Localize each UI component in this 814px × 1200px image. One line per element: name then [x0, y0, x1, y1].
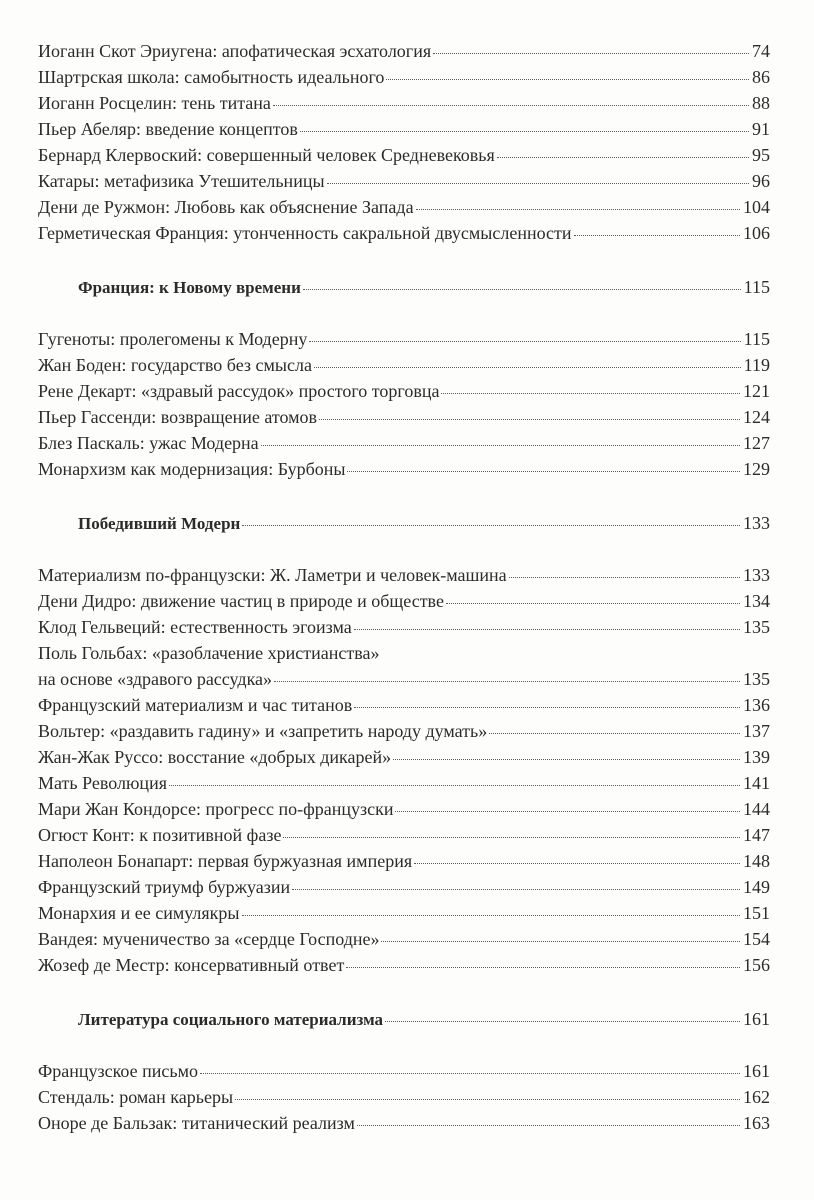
entry-title-continued: на основе «здравого рассудка» — [38, 669, 273, 689]
entry-page: 139 — [743, 747, 770, 767]
leader-dots — [574, 221, 740, 236]
section-heading — [38, 274, 770, 300]
entry-title: Монархия и ее симулякры — [38, 903, 240, 923]
section-title: Литература социального материализма — [78, 1010, 384, 1029]
entry-page: 156 — [743, 955, 770, 975]
leader-dots — [242, 901, 740, 916]
entry-title: Наполеон Бонапарт: первая буржуазная империя — [38, 851, 413, 871]
leader-dots — [441, 379, 740, 394]
entry-title: Блез Паскаль: ужас Модерна — [38, 433, 259, 453]
leader-dots — [489, 719, 740, 734]
toc-entry — [38, 326, 770, 352]
entry-page: 129 — [743, 459, 770, 479]
spacer — [38, 246, 770, 274]
section-heading — [38, 1006, 770, 1032]
leader-dots — [354, 693, 740, 708]
entry-page: 134 — [743, 591, 770, 611]
toc-entry — [38, 116, 770, 142]
toc-entry — [38, 666, 770, 692]
toc-entry — [38, 378, 770, 404]
leader-dots — [416, 195, 740, 210]
entry-title: Жан Боден: государство без смысла — [38, 355, 312, 375]
leader-dots — [300, 117, 749, 132]
entry-page: 127 — [743, 433, 770, 453]
entry-title: Монархизм как модернизация: Бурбоны — [38, 459, 346, 479]
toc-entry — [38, 456, 770, 482]
toc-entry — [38, 562, 770, 588]
toc-entry — [38, 588, 770, 614]
entry-title: Гугеноты: пролегомены к Модерну — [38, 329, 308, 349]
entry-title: Огюст Конт: к позитивной фазе — [38, 825, 282, 845]
toc-entry — [38, 38, 770, 64]
entry-page: 137 — [743, 721, 770, 741]
leader-dots — [381, 927, 740, 942]
spacer — [38, 300, 770, 326]
leader-dots — [386, 65, 749, 80]
leader-dots — [393, 745, 740, 760]
entry-title: Французский материализм и час титанов — [38, 695, 353, 715]
toc-entry — [38, 90, 770, 116]
toc-entry — [38, 770, 770, 796]
entry-page: 147 — [743, 825, 770, 845]
toc-entry — [38, 404, 770, 430]
toc-entry — [38, 430, 770, 456]
toc-group-3 — [38, 562, 770, 978]
toc-entry — [38, 822, 770, 848]
section-title: Франция: к Новому времени — [78, 278, 301, 297]
entry-page: 148 — [743, 851, 770, 871]
entry-title: Французский триумф буржуазии — [38, 877, 291, 897]
entry-page: 86 — [752, 67, 770, 87]
entry-title: Иоганн Росцелин: тень титана — [38, 93, 271, 113]
toc-entry — [38, 718, 770, 744]
entry-title: Герметическая Франция: утонченность сакральной двусмысленности — [38, 223, 572, 243]
toc-entry — [38, 874, 770, 900]
leader-dots — [346, 953, 740, 968]
toc-entry — [38, 142, 770, 168]
leader-dots — [414, 849, 740, 864]
entry-title: Мать Революция — [38, 773, 167, 793]
entry-title: Поль Гольбах: «разоблачение христианства» — [38, 643, 380, 663]
section-title: Победивший Модерн — [78, 514, 241, 533]
entry-title: Бернард Клервоский: совершенный человек Средневековья — [38, 145, 495, 165]
entry-page: 163 — [743, 1113, 770, 1133]
toc-group-1 — [38, 38, 770, 246]
toc-entry — [38, 1058, 770, 1084]
leader-dots — [357, 1111, 740, 1126]
leader-dots — [303, 275, 741, 290]
entry-page: 88 — [752, 93, 770, 113]
entry-page: 161 — [743, 1061, 770, 1081]
entry-title: Французское письмо — [38, 1061, 198, 1081]
toc-entry — [38, 220, 770, 246]
leader-dots — [283, 823, 740, 838]
leader-dots — [273, 91, 749, 106]
section-page: 161 — [743, 1009, 770, 1029]
entry-page: 115 — [743, 329, 770, 349]
leader-dots — [309, 327, 740, 342]
toc-entry — [38, 796, 770, 822]
entry-page: 95 — [752, 145, 770, 165]
entry-title: Мари Жан Кондорсе: прогресс по-французски — [38, 799, 394, 819]
entry-title: Дени Дидро: движение частиц в природе и обществе — [38, 591, 444, 611]
entry-page: 136 — [743, 695, 770, 715]
leader-dots — [385, 1007, 740, 1022]
entry-page: 96 — [752, 171, 770, 191]
entry-page: 74 — [752, 41, 770, 61]
entry-page: 133 — [743, 565, 770, 585]
toc-entry — [38, 194, 770, 220]
leader-dots — [314, 353, 741, 368]
leader-dots — [242, 511, 740, 526]
leader-dots — [319, 405, 740, 420]
leader-dots — [235, 1085, 740, 1100]
toc-entry — [38, 926, 770, 952]
entry-page: 154 — [743, 929, 770, 949]
leader-dots — [347, 457, 740, 472]
table-of-contents — [38, 38, 770, 1136]
entry-page: 121 — [743, 381, 770, 401]
toc-group-2 — [38, 326, 770, 482]
section-page: 133 — [743, 513, 770, 533]
leader-dots — [292, 875, 740, 890]
section-page: 115 — [743, 277, 770, 297]
entry-title: Жан-Жак Руссо: восстание «добрых дикарей» — [38, 747, 392, 767]
entry-title: Пьер Гассенди: возвращение атомов — [38, 407, 318, 427]
leader-dots — [433, 39, 749, 54]
entry-title: Пьер Абеляр: введение концептов — [38, 119, 298, 139]
leader-dots — [395, 797, 740, 812]
entry-title: Иоганн Скот Эриугена: апофатическая эсхатология — [38, 41, 432, 61]
spacer — [38, 482, 770, 510]
entry-title: Катары: метафизика Утешительницы — [38, 171, 325, 191]
toc-entry — [38, 1084, 770, 1110]
toc-entry — [38, 744, 770, 770]
entry-title: Дени де Ружмон: Любовь как объяснение Запада — [38, 197, 414, 217]
entry-title: Рене Декарт: «здравый рассудок» простого торговца — [38, 381, 440, 401]
leader-dots — [274, 667, 740, 682]
spacer — [38, 978, 770, 1006]
toc-entry — [38, 952, 770, 978]
leader-dots — [446, 589, 740, 604]
entry-page: 162 — [743, 1087, 770, 1107]
spacer — [38, 1032, 770, 1058]
leader-dots — [261, 431, 740, 446]
toc-entry-first-line — [38, 640, 770, 666]
leader-dots — [354, 615, 740, 630]
entry-page: 124 — [743, 407, 770, 427]
toc-entry — [38, 848, 770, 874]
leader-dots — [327, 169, 749, 184]
spacer — [38, 536, 770, 562]
leader-dots — [169, 771, 740, 786]
entry-title: Материализм по-французски: Ж. Ламетри и человек-машина — [38, 565, 507, 585]
entry-title: Жозеф де Местр: консервативный ответ — [38, 955, 345, 975]
toc-group-4 — [38, 1058, 770, 1136]
entry-title: Оноре де Бальзак: титанический реализм — [38, 1113, 355, 1133]
entry-page: 91 — [752, 119, 770, 139]
leader-dots — [497, 143, 749, 158]
entry-page: 149 — [743, 877, 770, 897]
entry-page: 144 — [743, 799, 770, 819]
toc-entry — [38, 692, 770, 718]
entry-page: 104 — [743, 197, 770, 217]
toc-entry — [38, 352, 770, 378]
entry-page: 106 — [743, 223, 770, 243]
toc-entry — [38, 614, 770, 640]
entry-page: 135 — [743, 669, 770, 689]
entry-title: Шартрская школа: самобытность идеального — [38, 67, 385, 87]
leader-dots — [200, 1059, 740, 1074]
leader-dots — [509, 563, 740, 578]
entry-page: 151 — [743, 903, 770, 923]
toc-entry — [38, 900, 770, 926]
entry-title: Вандея: мученичество за «сердце Господне» — [38, 929, 380, 949]
toc-entry — [38, 1110, 770, 1136]
entry-title: Клод Гельвеций: естественность эгоизма — [38, 617, 352, 637]
entry-page: 135 — [743, 617, 770, 637]
entry-page: 141 — [743, 773, 770, 793]
section-heading — [38, 510, 770, 536]
entry-title: Стендаль: роман карьеры — [38, 1087, 234, 1107]
entry-title: Вольтер: «раздавить гадину» и «запретить народу думать» — [38, 721, 488, 741]
entry-page: 119 — [743, 355, 770, 375]
toc-entry — [38, 64, 770, 90]
toc-entry — [38, 168, 770, 194]
